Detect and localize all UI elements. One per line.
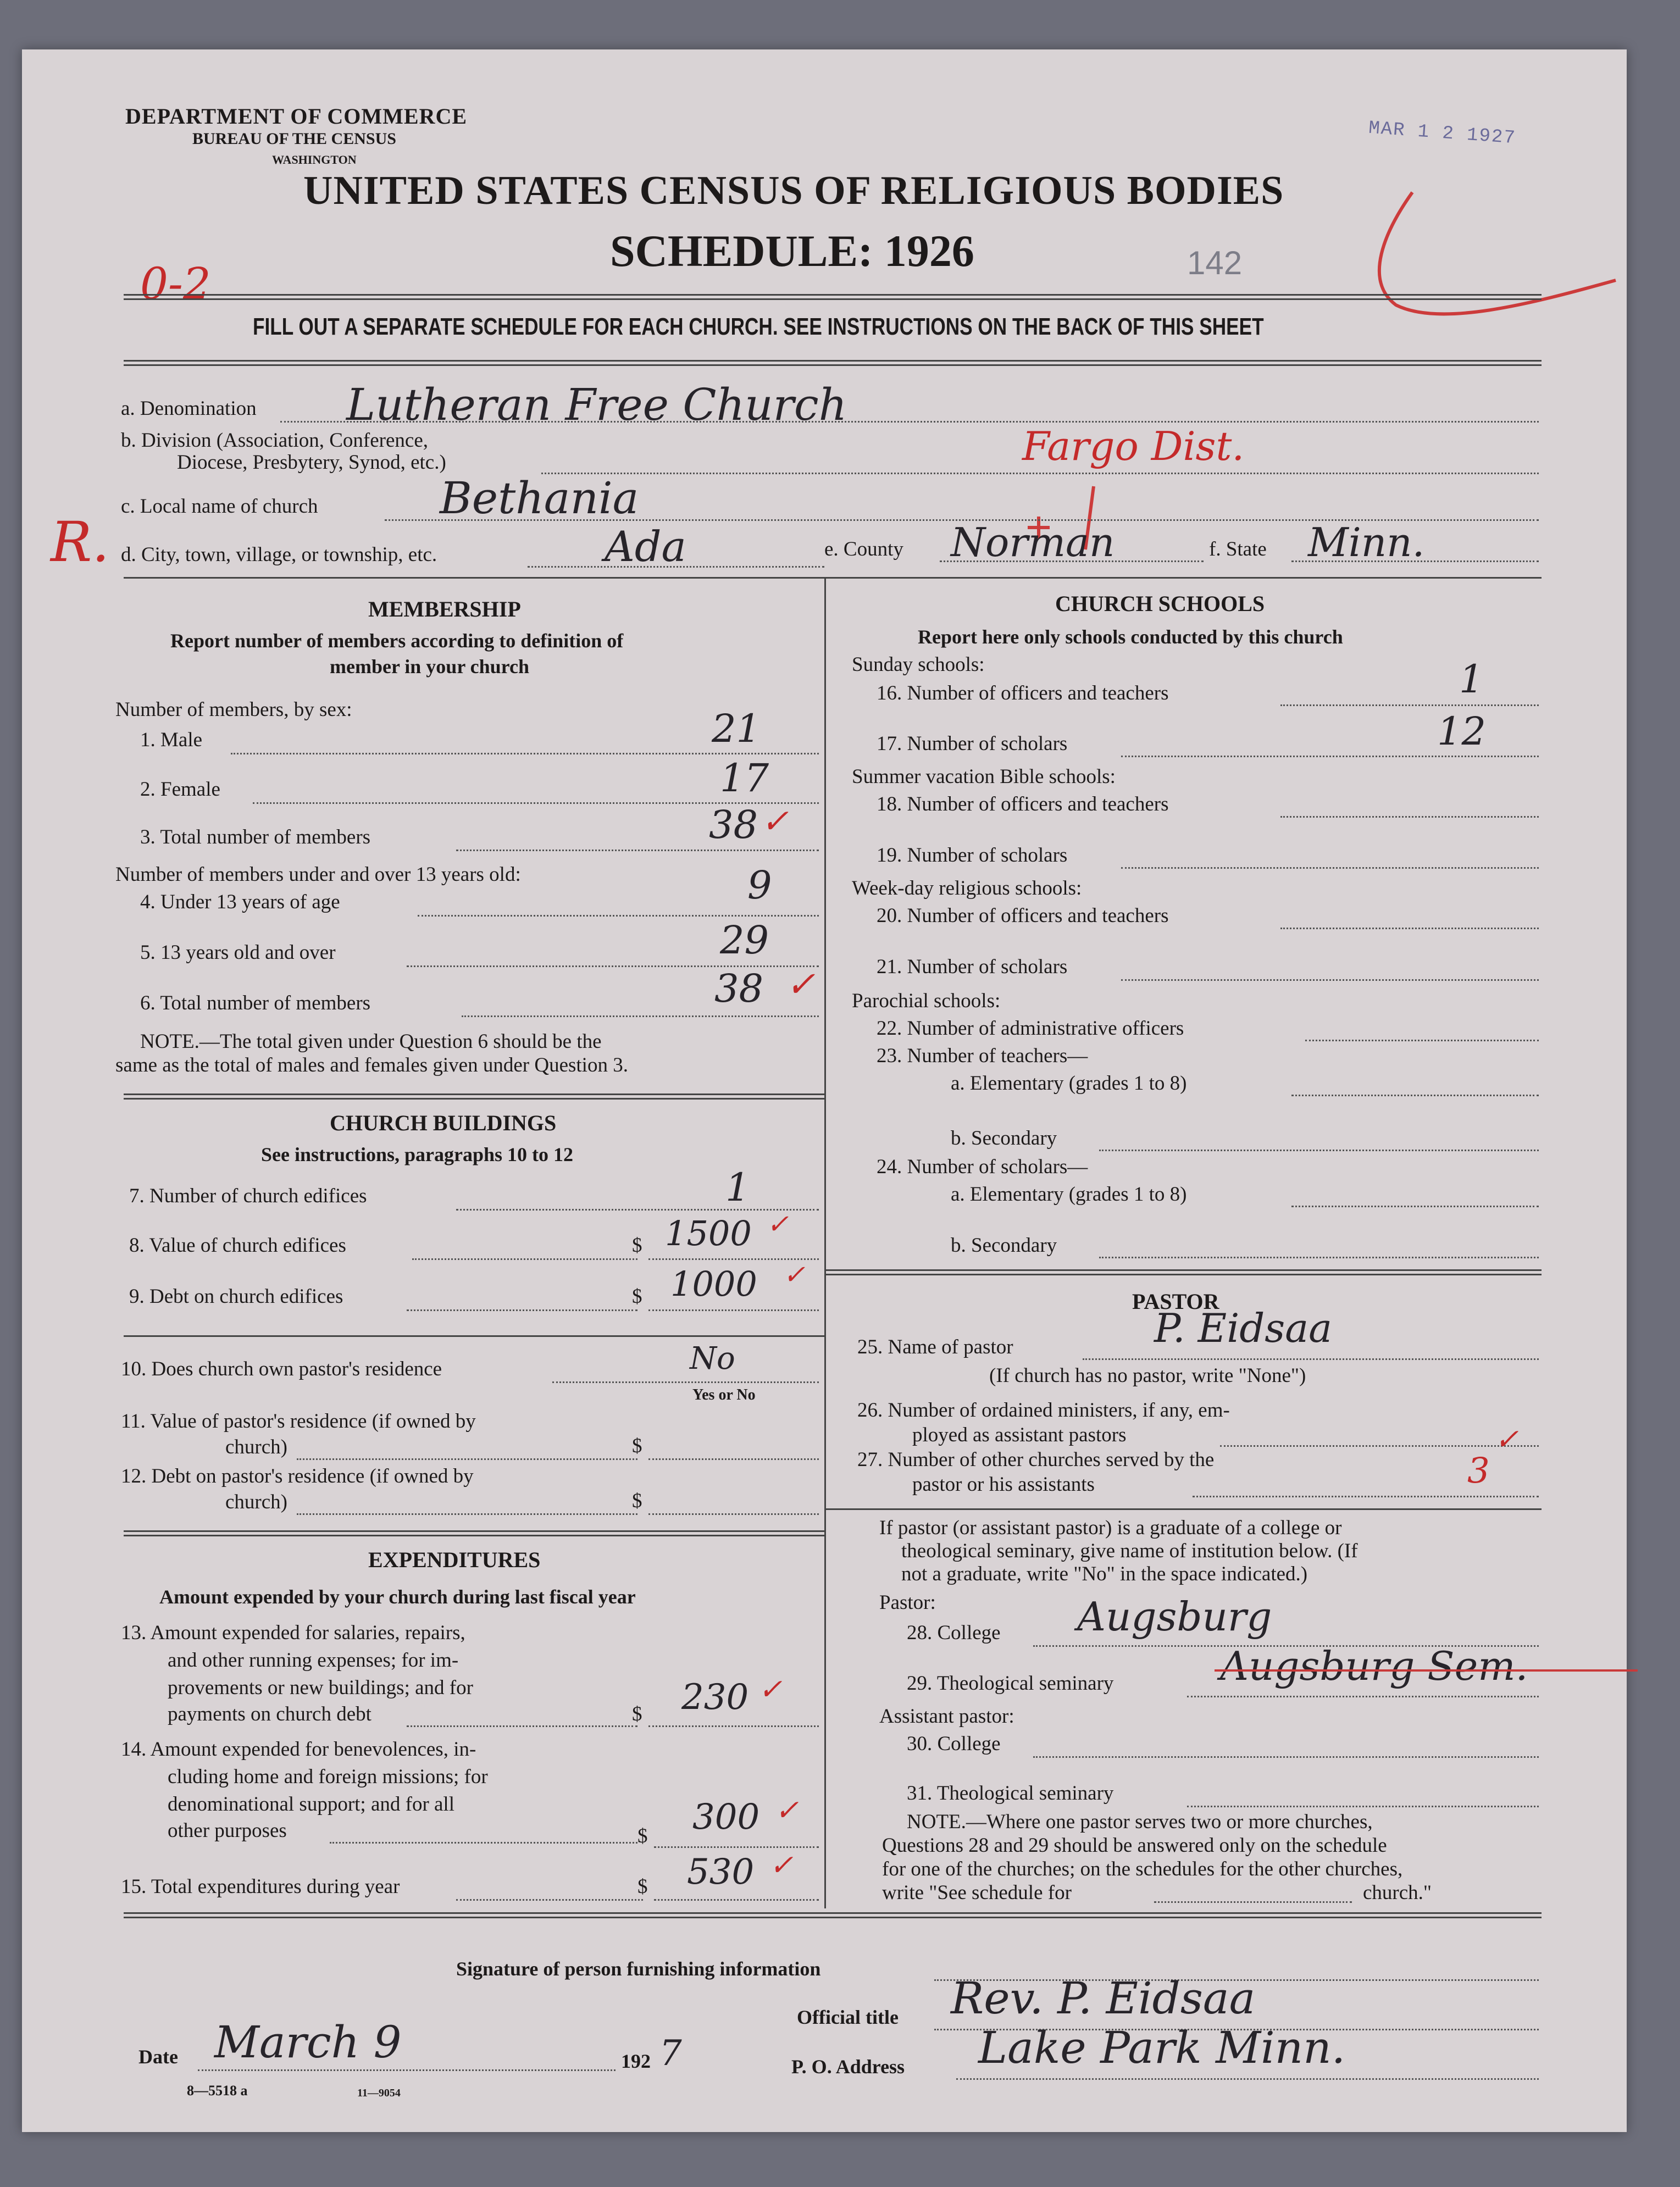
date-line [198,2069,616,2071]
q27-label-1: 27. Number of other churches served by the [857,1448,1215,1471]
q24-label: 24. Number of scholars— [877,1156,1088,1178]
q26-label-2: ployed as assistant pastors [912,1424,1127,1446]
q10-residence-label: 10. Does church own pastor's residence [121,1358,442,1380]
q11-dollar: $ [632,1435,642,1457]
q29-line [1187,1696,1539,1697]
q17-line [1121,756,1539,757]
q27-value[interactable]: 3 [1467,1451,1490,1491]
q9-debt-label: 9. Debt on church edifices [129,1285,343,1308]
q3-total-label: 3. Total number of members [140,826,371,848]
schedule-year: SCHEDULE: 1926 [610,226,974,276]
q13-amount[interactable]: 230 [681,1677,749,1718]
q7-edifices-value[interactable]: 1 [725,1165,750,1210]
q29-label: 29. Theological seminary [907,1672,1114,1695]
bureau-city: WASHINGTON [272,153,357,166]
q18-label: 18. Number of officers and teachers [877,793,1169,815]
expenditures-sub: Amount expended by your church during last fiscal year [159,1586,636,1608]
q1-male-value[interactable]: 21 [712,706,761,751]
header-bottom-rule [124,360,1542,366]
q24a-label: a. Elementary (grades 1 to 8) [951,1183,1187,1206]
q27-label-2: pastor or his assistants [912,1473,1095,1496]
column-divider [824,579,826,1908]
q8-dollar: $ [632,1234,642,1257]
buildings-mid-rule [124,1335,824,1337]
weekday-schools-label: Week-day religious schools: [852,877,1082,900]
q8-value-label: 8. Value of church edifices [129,1234,346,1257]
q13-line [407,1725,637,1727]
footer-top-rule [124,1912,1542,1918]
po-address-line [956,2078,1539,2080]
q14-amount-line [654,1846,819,1848]
q31-line [1187,1806,1539,1807]
q25-note: (If church has no pastor, write "None") [989,1364,1306,1387]
local-name-value[interactable]: Bethania [440,473,639,524]
q24b-line [1099,1257,1539,1258]
assistant-sub-label: Assistant pastor: [879,1705,1014,1728]
bureau-name: BUREAU OF THE CENSUS [192,130,396,148]
pastor-heading: PASTOR [1132,1289,1219,1314]
expenditures-heading: EXPENDITURES [368,1547,541,1572]
q11-line [297,1458,637,1460]
buildings-heading: CHURCH BUILDINGS [330,1111,557,1135]
q3-check-mark: ✓ [761,802,789,841]
q29-value[interactable]: Augsburg Sem. [1220,1643,1528,1689]
q13-check-mark: ✓ [758,1673,783,1706]
q6-check-mark: ✓ [786,964,816,1005]
q25-value[interactable]: P. Eidsaa [1154,1305,1333,1351]
local-name-label: c. Local name of church [121,495,318,518]
q14-amount[interactable]: 300 [692,1797,760,1838]
pastor-sub-label: Pastor: [879,1591,936,1614]
q21-line [1121,979,1539,981]
pastor-note-1: NOTE.—Where one pastor serves two or more churches, [907,1811,1373,1833]
membership-bottom-rule [124,1094,824,1100]
pastor-note-4: write "See schedule for [882,1881,1072,1904]
q8-value-amount[interactable]: 1500 [665,1213,752,1253]
q16-label: 16. Number of officers and teachers [877,682,1169,704]
yes-or-no-caption: Yes or No [692,1386,756,1403]
q27-check-mark: ✓ [1495,1423,1519,1456]
denomination-label: a. Denomination [121,397,257,420]
q7-line [456,1209,819,1211]
q1-line [231,753,819,754]
graduate-intro-2: theological seminary, give name of institution below. (If [901,1540,1358,1562]
official-title-label: Official title [797,2006,899,2028]
q23a-label: a. Elementary (grades 1 to 8) [951,1072,1187,1095]
q5-13over-label: 5. 13 years old and over [140,941,336,964]
county-label: e. County [824,538,903,560]
q18-line [1280,816,1539,818]
membership-note-1: NOTE.—The total given under Question 6 should be the [140,1030,602,1053]
q15-line [456,1899,643,1901]
graduate-intro-1: If pastor (or assistant pastor) is a graduate of a college or [879,1517,1342,1539]
q15-amount-line [654,1899,819,1901]
q14-line [330,1842,637,1844]
q13-amount-line [648,1725,819,1727]
division-label-1: b. Division (Association, Conference, [121,429,428,452]
date-value[interactable]: March 9 [214,2017,402,2068]
q15-total-label: 15. Total expenditures during year [121,1875,400,1898]
po-address-value[interactable]: Lake Park Minn. [978,2022,1346,2073]
membership-note-2: same as the total of males and females given under Question 3. [115,1054,628,1076]
q14-label-4: other purposes [168,1819,287,1842]
q4-line [418,915,819,917]
q26-line [1220,1445,1539,1447]
q20-label: 20. Number of officers and teachers [877,904,1169,927]
q29-red-strike [1215,1669,1638,1672]
summer-schools-label: Summer vacation Bible schools: [852,765,1116,788]
q12-label-2: church) [225,1491,287,1513]
q9-line [407,1309,637,1311]
membership-heading: MEMBERSHIP [368,597,521,621]
q24a-line [1291,1206,1539,1207]
q28-label: 28. College [907,1622,1001,1644]
q20-line [1280,928,1539,929]
q14-label-1: 14. Amount expended for benevolences, in- [121,1738,476,1761]
q2-female-label: 2. Female [140,778,220,801]
q19-label: 19. Number of scholars [877,844,1068,867]
instructions-line: FILL OUT A SEPARATE SCHEDULE FOR EACH CHURCH. SEE INSTRUCTIONS ON THE BACK OF THIS SHEET [253,313,1264,340]
state-value[interactable]: Minn. [1308,519,1425,565]
q13-label-2: and other running expenses; for im- [168,1649,459,1672]
q23-label: 23. Number of teachers— [877,1045,1088,1067]
q11-label-2: church) [225,1436,287,1458]
identity-bottom-rule [124,577,1542,579]
q12-dollar: $ [632,1490,642,1512]
q11-label-1: 11. Value of pastor's residence (if owned by [121,1410,476,1433]
q7-edifices-label: 7. Number of church edifices [129,1185,367,1207]
division-label-2: Diocese, Presbytery, Synod, etc.) [177,451,446,474]
print-number: 11—9054 [357,2087,401,2099]
denomination-value[interactable]: Lutheran Free Church [346,379,847,430]
q16-line [1280,704,1539,706]
q15-dollar: $ [637,1875,648,1898]
red-r-mark: R. [51,510,110,574]
q9-amount-line [648,1309,819,1311]
buildings-bottom-rule [124,1530,824,1536]
q13-label-1: 13. Amount expended for salaries, repairs, [121,1622,465,1644]
year-digit[interactable]: 7 [659,2033,682,2074]
q23b-line [1099,1150,1539,1151]
q19-line [1121,867,1539,869]
q14-dollar: $ [637,1825,648,1847]
q4-under13-label: 4. Under 13 years of age [140,891,340,913]
parochial-schools-label: Parochial schools: [852,990,1001,1012]
q5-13over-value[interactable]: 29 [720,918,769,963]
form-number: 8—5518 a [187,2083,248,2099]
q9-dollar: $ [632,1285,642,1308]
city-value[interactable]: Ada [605,522,686,571]
division-line [541,473,1539,474]
membership-sub-2: member in your church [330,656,530,678]
pastor-note-2: Questions 28 and 29 should be answered only on the schedule [882,1834,1387,1857]
q10-line [552,1381,819,1383]
q24b-label: b. Secondary [951,1234,1057,1257]
members-by-age-label: Number of members under and over 13 years old: [115,863,521,886]
pastor-mid-rule [826,1508,1542,1510]
q14-label-2: cluding home and foreign missions; for [168,1766,488,1788]
received-date-stamp: MAR 1 2 1927 [1368,118,1517,149]
q6-total-value[interactable]: 38 [714,966,764,1011]
q13-label-3: provements or new buildings; and for [168,1677,473,1699]
q3-total-value[interactable]: 38 [709,802,758,847]
q30-label: 30. College [907,1733,1001,1755]
pastor-note-3: for one of the churches; on the schedules for the other churches, [882,1858,1403,1880]
pastor-note-blank [1154,1901,1352,1903]
po-address-label: P. O. Address [791,2056,905,2078]
signature-label: Signature of person furnishing information [456,1958,821,1980]
q8-check-mark: ✓ [767,1209,789,1240]
q15-check-mark: ✓ [769,1849,794,1882]
sunday-schools-label: Sunday schools: [852,653,985,676]
form-title: UNITED STATES CENSUS OF RELIGIOUS BODIES [303,168,1284,213]
q25-label: 25. Name of pastor [857,1336,1013,1358]
q12-line [297,1513,637,1515]
q6-total-label: 6. Total number of members [140,992,371,1014]
q14-check-mark: ✓ [775,1794,799,1827]
red-code-mark: 0-2 [140,258,211,309]
division-value[interactable]: Fargo Dist. [1022,423,1245,469]
q17-label: 17. Number of scholars [877,732,1068,755]
q22-line [1305,1040,1539,1041]
schools-sub: Report here only schools conducted by this church [918,626,1343,648]
city-label: d. City, town, village, or township, etc. [121,543,437,566]
graduate-intro-3: not a graduate, write "No" in the space indicated.) [901,1563,1308,1585]
members-by-sex-label: Number of members, by sex: [115,698,352,721]
q9-debt-amount[interactable]: 1000 [670,1264,757,1304]
membership-sub-1: Report number of members according to definition of [170,630,624,652]
q13-label-4: payments on church debt [168,1703,372,1725]
schools-bottom-rule [826,1269,1542,1275]
q2-female-value[interactable]: 17 [720,756,769,801]
q13-dollar: $ [632,1703,642,1725]
q17-value[interactable]: 12 [1437,709,1487,754]
buildings-sub: See instructions, paragraphs 10 to 12 [261,1144,574,1165]
department-name: DEPARTMENT OF COMMERCE [125,104,468,129]
date-label: Date [138,2046,178,2068]
county-value[interactable]: Norman [951,519,1115,565]
q30-line [1033,1756,1539,1758]
q14-label-3: denominational support; and for all [168,1793,454,1816]
header-top-rule [124,294,1542,300]
q21-label: 21. Number of scholars [877,956,1068,978]
q31-label: 31. Theological seminary [907,1782,1114,1805]
q23a-line [1291,1095,1539,1096]
q15-total-amount[interactable]: 530 [687,1852,755,1892]
q1-male-label: 1. Male [140,729,203,751]
q10-residence-value[interactable]: No [690,1341,735,1376]
red-check-mark [1363,187,1649,352]
official-title-value[interactable]: Rev. P. Eidsaa [951,1973,1256,2024]
q27-line [1193,1496,1539,1497]
q3-line [456,850,819,851]
q22-label: 22. Number of administrative officers [877,1017,1184,1040]
census-schedule-sheet [22,49,1627,2132]
q28-value[interactable]: Augsburg [1077,1594,1272,1640]
q8-line [412,1258,637,1260]
q25-line [1083,1358,1539,1360]
q9-check-mark: ✓ [783,1259,806,1290]
pastor-note-5: church." [1363,1881,1432,1904]
q12-label-1: 12. Debt on pastor's residence (if owned by [121,1465,474,1487]
q4-under13-value[interactable]: 9 [747,863,772,908]
q16-value[interactable]: 1 [1459,657,1484,702]
schedule-number-stamp: 142 [1187,245,1243,281]
year-prefix: 192 [621,2050,651,2072]
q26-label-1: 26. Number of ordained ministers, if any, em- [857,1399,1230,1422]
q11-amount-line [648,1458,819,1460]
q6-line [462,1015,819,1017]
schools-heading: CHURCH SCHOOLS [1055,591,1265,616]
q23b-label: b. Secondary [951,1127,1057,1150]
q12-amount-line [648,1513,819,1515]
state-label: f. State [1209,538,1267,560]
